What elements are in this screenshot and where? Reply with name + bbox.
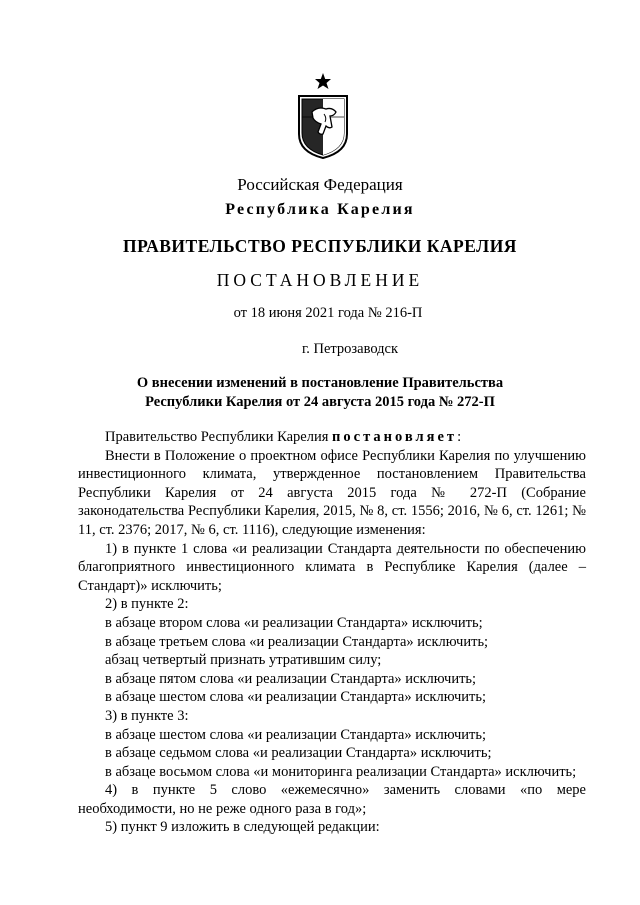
intro-resolves: постановляет: [332, 429, 458, 445]
body-paragraph: в абзаце шестом слова «и реализации Стандарта» исключить;: [105, 689, 487, 706]
document-date-number: от 18 июня 2021 года № 216-П: [233, 305, 423, 321]
body-paragraph: 1) в пункте 1 слова «и реализации Стандарта деятельности по обеспечению благоприятного инвестиционного климата в Республике Карелия (далее – Стандарт)» исключить;: [78, 540, 586, 594]
intro-suffix: :: [457, 429, 462, 445]
document-city: г. Петрозаводск: [301, 341, 399, 357]
body-paragraph: 2) в пункте 2:: [105, 596, 189, 613]
intro-prefix: Правительство Республики Карелия: [105, 429, 329, 445]
body-paragraph: абзац четвертый признать утратившим силу;: [105, 652, 382, 669]
government-name: ПРАВИТЕЛЬСТВО РЕСПУБЛИКИ КАРЕЛИЯ: [123, 236, 517, 256]
body-paragraph: Внести в Положение о проектном офисе Республики Карелия по улучшению инвестиционного климата, утвержденное постановлением Правительства Республики Карелия от 24 августа 2015 года № 272-П (Собрание законодательства Республики Карелия, 2015, № 8, ст. 1556; 2016, № 6, ст. 1261; № 11, ст. 2376; 2017, № 6, ст. 1116), следующие изменения:: [78, 447, 586, 538]
document-title-line1: О внесении изменений в постановление Правительства: [136, 375, 504, 391]
body-paragraph: 3) в пункте 3:: [105, 707, 189, 724]
document-title-line2: Республики Карелия от 24 августа 2015 года № 272-П: [145, 394, 495, 410]
body-paragraph: в абзаце втором слова «и реализации Стандарта» исключить;: [105, 614, 483, 631]
document-body: [78, 428, 586, 837]
body-paragraph: в абзаце третьем слова «и реализации Стандарта» исключить;: [105, 633, 489, 650]
body-paragraph: 4) в пункте 5 слово «ежемесячно» заменить словами «по мере необходимости, но не реже одного раза в год»;: [78, 782, 586, 817]
body-paragraph: 5) пункт 9 изложить в следующей редакции:: [105, 819, 380, 836]
country-name: Российская Федерация: [237, 175, 403, 194]
body-paragraph: в абзаце пятом слова «и реализации Стандарта» исключить;: [105, 670, 477, 687]
body-paragraph: в абзаце шестом слова «и реализации Стандарта» исключить;: [105, 726, 487, 743]
karelia-coat-of-arms-icon: [296, 72, 350, 160]
document-type: ПОСТАНОВЛЕНИЕ: [216, 270, 424, 290]
document-title: [0, 374, 640, 412]
body-paragraph: в абзаце седьмом слова «и реализации Стандарта» исключить;: [105, 745, 492, 762]
body-paragraph: в абзаце восьмом слова «и мониторинга реализации Стандарта» исключить;: [105, 763, 577, 780]
republic-name: Республика Карелия: [225, 201, 415, 218]
intro-paragraph: [78, 428, 586, 447]
